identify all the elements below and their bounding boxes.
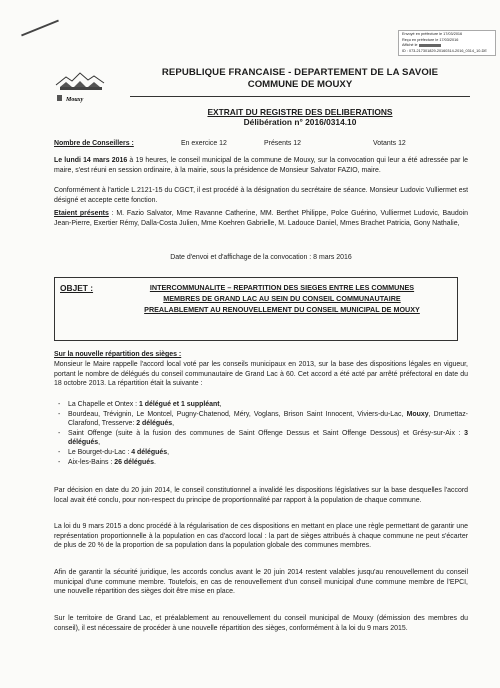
section-title: Sur la nouvelle répartition des sièges : <box>54 351 182 358</box>
councillors-voting: Votants 12 <box>373 140 406 147</box>
seat-distribution-list <box>58 400 468 467</box>
constitutional-decision-paragraph: Par décision en date du 20 juin 2014, le conseil constitutionnel a invalidé les dispositions législatives sur la base desquelles l'accord local avait été conclu, pour non-respect du principe de proportionnalité par rapport à la population de chaque commune. <box>54 487 468 504</box>
councillors-present: Présents 12 <box>264 140 302 147</box>
list-item: - Bourdeau, Trévignin, Le Montcel, Pugny-Chatenod, Méry, Voglans, Brison Saint Innocent, Viviers-du-Lac, Mouxy, Drumettaz-Clarafond, Tresserve: 2 délégués, <box>58 410 468 429</box>
register-extract-title: EXTRAIT DU REGISTRE DES DELIBERATIONS <box>207 107 393 117</box>
councillors-in-office: En exercice 12 <box>181 140 227 147</box>
header-divider <box>130 96 470 97</box>
meeting-intro: Le lundi 14 mars 2016 à 19 heures, le conseil municipal de la commune de Mouxy, sur la convocation qui leur a été adressée par le maire, s'est réuni en session ordinaire, à la mairie, sous la présidence de Monsieur Salvator FAZIO, maire. <box>54 157 469 174</box>
list-item: - Saint Offenge (suite à la fusion des communes de Saint Offenge Dessus et Saint Offenge Dessous) et Grésy-sur-Aix : 3 délégués, <box>58 429 468 448</box>
prefecture-stamp <box>398 30 496 56</box>
commune-heading: COMMUNE DE MOUXY <box>247 79 353 90</box>
law-paragraph: La loi du 9 mars 2015 a donc procédé à la régularisation de ces dispositions en mettant en place une règle permettant de garantir une représentation proportionnelle à la population en cas d'accord local : la part de sièges attribués à chaque commune ne peut s'écarter de plus de 20 % de la proportion de sa population dans la population globale des communes membres. <box>54 523 468 550</box>
stamp-id: ID : 073-217301829-20160314-2016_0314_10-DE <box>402 48 487 53</box>
councillors-label: Nombre de Conseillers : <box>54 140 134 147</box>
present-members: Etaient présents : M. Fazio Salvator, Mme Ravanne Catherine, MM. Berthet Philippe, Polce Guérino, Vulliermet Ludovic, Baudoin Jean-Pierre, Exertier Rémy, Dalla-Costa Julien, Mme Koehren Gabrielle, M. Ladouce Daniel, Mmes Brachet Patricia, Gony Nathalie, <box>54 210 468 227</box>
legal-security-paragraph: Afin de garantir la sécurité juridique, les accords conclus avant le 20 juin 2014 restent valables jusqu'au renouvellement du conseil municipal d'une commune membre. Toutefois, en cas de renouvellement d'un conseil municipal d'une commune membre de l'EPCI, une nouvelle répartition des sièges doit être mise en place. <box>54 569 468 596</box>
convocation-date: Date d'envoi et d'affichage de la convocation : 8 mars 2016 <box>170 254 352 261</box>
territory-paragraph: Sur le territoire de Grand Lac, et préalablement au renouvellement du conseil municipal de Mouxy (démission des membres du conseil), il est nécessaire de procéder à une nouvelle répartition des sièges, conformément à la loi du 9 mars 2015. <box>54 615 468 632</box>
list-item: - La Chapelle et Ontex : 1 délégué et 1 suppléant, <box>58 400 468 410</box>
subject-text: INTERCOMMUNALITE – REPARTITION DES SIEGES ENTRE LES COMMUNES MEMBRES DE GRAND LAC AU SEIN DU CONSEIL COMMUNAUTAIRE PREALABLEMENT AU RENOUVELLEMENT DU CONSEIL MUNICIPAL DE MOUXY <box>144 283 420 314</box>
logo-text: Mouxy <box>66 97 84 103</box>
list-item: - Aix-les-Bains : 26 délégués. <box>58 458 468 468</box>
deliberation-number: Délibération n° 2016/0314.10 <box>243 117 357 127</box>
subject-label: OBJET : <box>60 283 94 293</box>
stamp-sent: Envoyé en préfecture le 17/03/2016 <box>402 32 463 36</box>
stamp-posted: Affiché le <box>402 43 492 49</box>
mouxy-logo <box>54 67 114 107</box>
stamp-received: Reçu en préfecture le 17/03/2016 <box>402 37 459 42</box>
pen-mark <box>21 20 59 37</box>
secretary-paragraph: Conformément à l'article L.2121-15 du CGCT, il est procédé à la désignation du secrétaire de séance. Monsieur Ludovic Vulliermet est désigné et accepte cette fonction. <box>54 187 468 204</box>
republic-heading: REPUBLIQUE FRANCAISE - DEPARTEMENT DE LA SAVOIE <box>161 67 439 78</box>
redacted-date <box>419 44 441 47</box>
recall-paragraph: Monsieur le Maire rappelle l'accord local voté par les conseils municipaux en 2013, sur la base des dispositions légales en vigueur, portant le nombre de délégués du conseil communautaire de Grand Lac à 60. Cet accord a été acté par arrêté préfectoral en date du 18 octobre 2013. La répartition était la suivante : <box>54 361 468 388</box>
list-item: - Le Bourget-du-Lac : 4 délégués, <box>58 448 468 458</box>
mountain-village-icon <box>54 67 114 107</box>
